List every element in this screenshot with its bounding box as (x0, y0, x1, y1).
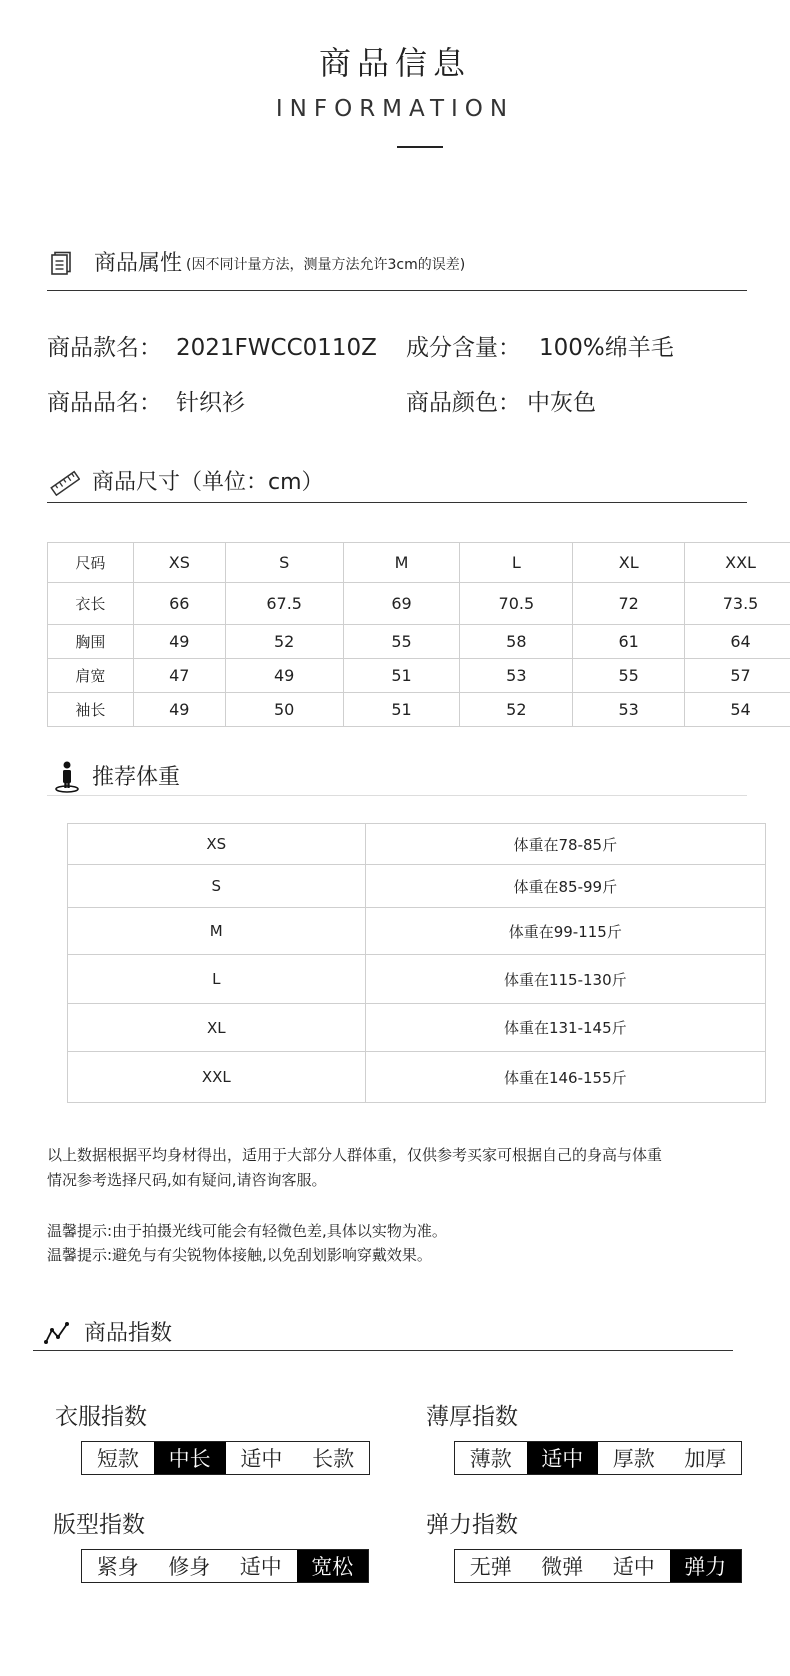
index-scale-elasticity (454, 1549, 742, 1583)
weight-size-cell: XXL (68, 1052, 366, 1103)
weight-size-cell: XS (68, 824, 366, 865)
weight-value-cell: 体重在85-99斤 (365, 865, 765, 908)
tip-line-2: 温馨提示:避免与有尖锐物体接触,以免刮划影响穿戴效果。 (47, 1246, 432, 1264)
weight-header (54, 760, 180, 791)
attr-label: 商品颜色： (406, 390, 521, 416)
attr-value: 针织衫 (176, 390, 245, 416)
size-col-header: XS (133, 543, 225, 583)
attr-color (406, 384, 596, 417)
index-option: 长款 (312, 1447, 355, 1471)
index-option: 适中 (527, 1442, 599, 1474)
table-row (48, 583, 790, 625)
table-row (68, 824, 766, 865)
row-label: 肩宽 (48, 659, 134, 693)
table-cell: 51 (343, 659, 460, 693)
table-cell: 50 (225, 693, 343, 727)
table-cell: 70.5 (460, 583, 573, 625)
table-cell: 52 (225, 625, 343, 659)
table-cell: 49 (133, 693, 225, 727)
index-title: 商品指数 (84, 1321, 173, 1346)
document-list-icon (50, 251, 76, 277)
attr-style-name (47, 329, 377, 362)
weight-value-cell: 体重在146-155斤 (365, 1052, 765, 1103)
index-scale-thickness (454, 1441, 742, 1475)
index-option: 适中 (612, 1555, 655, 1579)
table-cell: 61 (573, 625, 685, 659)
weight-value-cell: 体重在99-115斤 (365, 908, 765, 955)
size-col-header: XXL (685, 543, 790, 583)
index-option: 厚款 (612, 1447, 655, 1471)
table-row (68, 908, 766, 955)
row-label: 袖长 (48, 693, 134, 727)
table-cell: 67.5 (225, 583, 343, 625)
index-group-title: 衣服指数 (55, 1404, 147, 1430)
size-col-header: S (225, 543, 343, 583)
index-option: 中长 (154, 1442, 226, 1474)
table-row (68, 1004, 766, 1052)
weight-size-cell: XL (68, 1004, 366, 1052)
table-cell: 54 (685, 693, 790, 727)
table-cell: 47 (133, 659, 225, 693)
table-cell: 53 (460, 659, 573, 693)
attributes-rule (47, 290, 747, 291)
attributes-note: (因不同计量方法，测量方法允许3cm的误差) (186, 257, 466, 273)
index-option: 无弹 (469, 1555, 512, 1579)
table-cell: 52 (460, 693, 573, 727)
attributes-title: 商品属性 (94, 251, 183, 276)
row-label: 胸围 (48, 625, 134, 659)
attr-label: 商品款名： (47, 335, 162, 361)
table-cell: 66 (133, 583, 225, 625)
weight-title: 推荐体重 (92, 765, 181, 790)
size-col-header: M (343, 543, 460, 583)
index-group-title: 弹力指数 (426, 1512, 518, 1538)
index-option: 薄款 (469, 1447, 512, 1471)
size-header-label: 尺码 (48, 543, 134, 583)
table-row (68, 955, 766, 1004)
index-scale-fit (81, 1549, 369, 1583)
weight-value-cell: 体重在115-130斤 (365, 955, 765, 1004)
table-cell: 55 (573, 659, 685, 693)
table-cell: 51 (343, 693, 460, 727)
attr-label: 商品品名： (47, 390, 162, 416)
index-group-title: 薄厚指数 (426, 1404, 518, 1430)
weight-size-cell: L (68, 955, 366, 1004)
weight-size-cell: M (68, 908, 366, 955)
size-col-header: XL (573, 543, 685, 583)
table-row (48, 625, 790, 659)
index-option: 弹力 (670, 1550, 742, 1582)
table-cell: 49 (225, 659, 343, 693)
index-option: 短款 (96, 1447, 139, 1471)
disclaimer-line-2: 情况参考选择尺码,如有疑问,请咨询客服。 (47, 1171, 327, 1189)
size-title: 商品尺寸（单位：cm） (92, 470, 324, 495)
table-cell: 73.5 (685, 583, 790, 625)
attr-product-name (47, 384, 245, 417)
person-standing-icon (54, 765, 80, 791)
index-scale-clothing-length (81, 1441, 370, 1475)
table-cell: 49 (133, 625, 225, 659)
page-title: 商品信息 (318, 44, 471, 82)
weight-table (67, 823, 766, 1103)
index-option: 宽松 (297, 1550, 369, 1582)
attr-label: 成分含量： (406, 335, 521, 361)
attributes-header (50, 246, 465, 277)
table-row (68, 865, 766, 908)
table-cell: 57 (685, 659, 790, 693)
table-cell: 58 (460, 625, 573, 659)
attr-value: 2021FWCC0110Z (176, 335, 377, 361)
index-option: 适中 (239, 1555, 282, 1579)
index-option: 加厚 (684, 1447, 727, 1471)
table-cell: 53 (573, 693, 685, 727)
title-divider (397, 146, 443, 148)
index-option: 紧身 (96, 1555, 139, 1579)
weight-value-cell: 体重在78-85斤 (365, 824, 765, 865)
line-chart-icon (44, 1321, 70, 1347)
index-header (44, 1316, 172, 1347)
size-rule (47, 502, 747, 503)
size-table (47, 542, 790, 727)
table-cell: 64 (685, 625, 790, 659)
size-header (50, 465, 324, 496)
index-group-title: 版型指数 (53, 1512, 145, 1538)
table-cell: 69 (343, 583, 460, 625)
weight-rule (47, 795, 747, 796)
page-subtitle: INFORMATION (275, 96, 515, 122)
table-row (68, 1052, 766, 1103)
attr-value: 100%绵羊毛 (539, 335, 674, 361)
ruler-icon (50, 470, 76, 496)
weight-size-cell: S (68, 865, 366, 908)
index-option: 修身 (168, 1555, 211, 1579)
attr-value: 中灰色 (527, 390, 596, 416)
attr-composition (406, 329, 674, 362)
weight-value-cell: 体重在131-145斤 (365, 1004, 765, 1052)
row-label: 衣长 (48, 583, 134, 625)
index-option: 适中 (240, 1447, 283, 1471)
table-row (48, 659, 790, 693)
index-rule (33, 1350, 733, 1351)
table-row (48, 543, 790, 583)
index-option: 微弹 (541, 1555, 584, 1579)
size-col-header: L (460, 543, 573, 583)
table-row (48, 693, 790, 727)
table-cell: 55 (343, 625, 460, 659)
disclaimer-line-1: 以上数据根据平均身材得出，适用于大部分人群体重，仅供参考买家可根据自己的身高与体重 (47, 1146, 663, 1164)
tip-line-1: 温馨提示:由于拍摄光线可能会有轻微色差,具体以实物为准。 (47, 1222, 447, 1240)
table-cell: 72 (573, 583, 685, 625)
